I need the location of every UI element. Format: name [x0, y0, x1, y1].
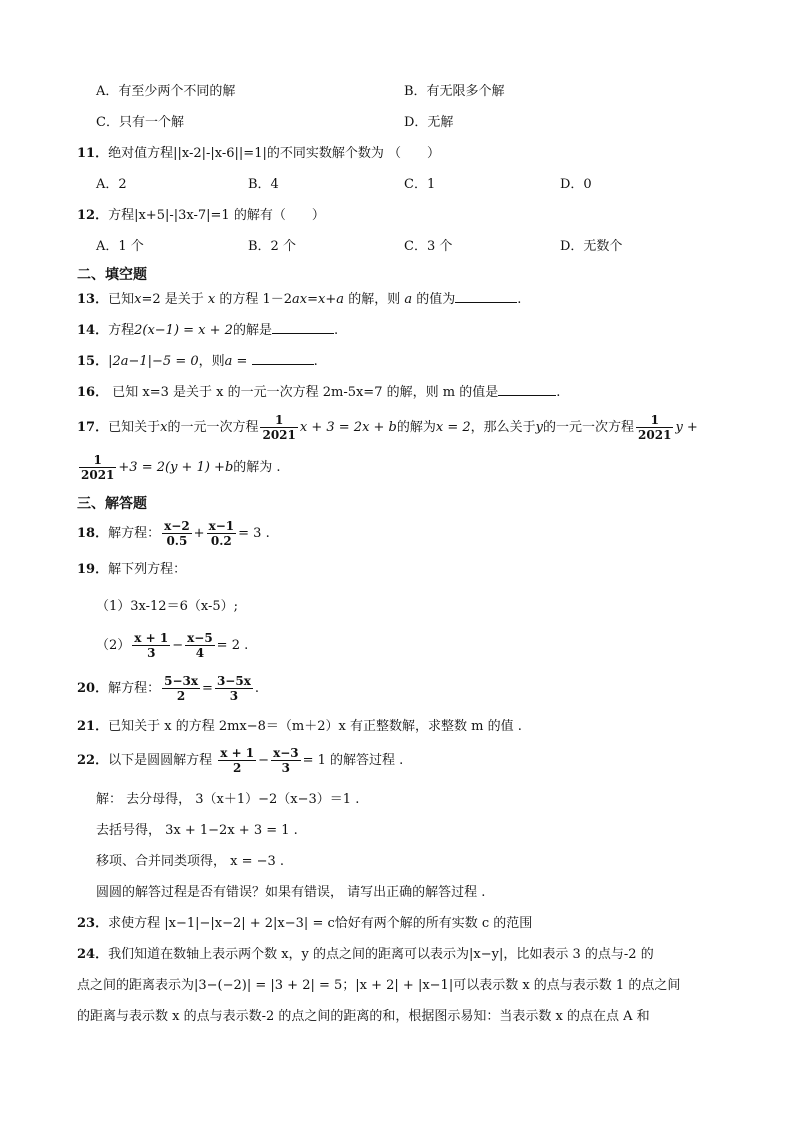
question-22-step4: 圆圆的解答过程是否有错误？如果有错误， 请写出正确的解答过程 .	[96, 885, 486, 900]
fraction	[271, 746, 301, 775]
q12-option-d: D．无数个	[560, 239, 623, 254]
question-number: 18．	[77, 526, 109, 541]
numerator: x−2	[164, 519, 190, 533]
text: 的值为	[412, 292, 456, 307]
numerator: x + 1	[220, 746, 255, 760]
q11-option-b: B．4	[248, 177, 279, 192]
question-number: 23．	[77, 916, 109, 931]
denominator: 2021	[262, 428, 296, 442]
text: .	[517, 292, 522, 307]
numerator: x−3	[273, 746, 299, 760]
denominator: 0.2	[210, 534, 232, 548]
var: x	[160, 420, 168, 435]
q11-option-d: D．0	[560, 177, 592, 192]
fraction	[132, 631, 170, 660]
text: 方程	[108, 323, 135, 338]
question-22-step1: 解： 去分母得， 3（x＋1）−2（x−3）＝1 .	[96, 792, 360, 807]
denominator: 0.5	[166, 534, 188, 548]
question-text: 绝对值方程||x-2|-|x-6||=1|的不同实数解个数为 （ ）	[108, 146, 440, 161]
text: 的一元一次方程	[543, 420, 635, 435]
answer-blank[interactable]	[498, 395, 556, 396]
question-19-part2	[96, 630, 248, 662]
question-number: 16．	[77, 385, 109, 400]
numerator: 1	[636, 413, 673, 428]
fraction	[207, 519, 237, 548]
q12-option-b: B．2 个	[248, 239, 296, 254]
question-number: 13．	[77, 292, 109, 307]
question-13	[77, 291, 521, 309]
var: ax	[292, 292, 308, 307]
text: = 1 的解答过程 .	[302, 753, 404, 768]
text: 已知关于	[108, 420, 161, 435]
question-number: 14．	[77, 323, 109, 338]
text: 解下列方程：	[108, 562, 187, 577]
answer-blank[interactable]	[272, 333, 334, 334]
text: （2）	[96, 638, 131, 653]
q12-option-a: A．1 个	[96, 239, 144, 254]
question-number: 11．	[77, 146, 109, 161]
equation: +3 = 2(y + 1) +b	[118, 460, 234, 475]
text: 的方程 1－2	[215, 292, 293, 307]
var: x	[318, 292, 326, 307]
text: .	[556, 385, 561, 400]
text: 的解为	[396, 420, 436, 435]
text: 我们知道在数轴上表示两个数 x，y 的点之间的距离可以表示为|x−y|，比如表示 3 的点与-2 的	[108, 947, 654, 962]
text: ，那么关于	[470, 420, 536, 435]
numerator: x−1	[208, 519, 235, 533]
text: +	[325, 292, 337, 307]
text: =	[202, 681, 213, 696]
fraction	[162, 519, 192, 548]
text: 的解为 .	[233, 460, 281, 475]
fraction	[79, 453, 116, 482]
question-17-line1	[77, 412, 698, 444]
q11-option-c: C．1	[404, 177, 436, 192]
text: 已知	[108, 292, 135, 307]
text: = 2 .	[216, 638, 249, 653]
numerator: 3−5x	[216, 674, 251, 688]
denominator: 3	[229, 689, 239, 703]
numerator: 5−3x	[164, 674, 199, 688]
text: 解方程：	[108, 681, 161, 696]
equation: x + 3 = 2x + b	[299, 420, 397, 435]
question-number: 22．	[77, 753, 109, 768]
text: 解方程：	[108, 526, 161, 541]
text: 的解，则	[344, 292, 405, 307]
question-20	[77, 673, 259, 705]
question-number: 17．	[77, 420, 109, 435]
denominator: 2021	[638, 428, 672, 442]
var: y	[535, 420, 544, 435]
denominator: 4	[195, 646, 205, 660]
section-heading-fill-blank: 二、填空题	[77, 267, 147, 283]
question-19-part1: （1）3x-12＝6（x-5）;	[96, 599, 238, 614]
text: =	[307, 292, 319, 307]
answer-blank[interactable]	[252, 364, 314, 365]
q10-option-a: A．有至少两个不同的解	[96, 84, 236, 99]
text: 的解是	[232, 323, 272, 338]
fraction	[185, 631, 215, 660]
var: x	[207, 292, 216, 307]
question-number: 15．	[77, 354, 109, 369]
denominator: 2	[233, 761, 242, 775]
question-24-line2: 点之间的距离表示为|3−(−2)| = |3 + 2| = 5；|x + 2| + |x−1|可以表示数 x 的点与表示数 1 的点之间	[77, 978, 681, 993]
question-22-step3: 移项、合并同类项得， x = −3 .	[96, 854, 285, 869]
question-number: 19．	[77, 562, 109, 577]
equation: |2a−1|−5 = 0	[108, 354, 199, 369]
var: x	[134, 292, 142, 307]
numerator: 1	[260, 413, 297, 428]
question-14	[77, 322, 338, 340]
numerator: x−5	[187, 631, 213, 645]
q10-option-d: D．无解	[404, 115, 454, 130]
text: 已知 x=3 是关于 x 的一元一次方程 2m-5x=7 的解，则 m 的值是	[108, 385, 499, 400]
equation: x = 2	[435, 420, 471, 435]
question-24-line1	[77, 946, 654, 964]
text: −	[172, 638, 184, 653]
denominator: 3	[147, 646, 156, 660]
question-12	[77, 207, 325, 225]
q10-option-c: C．只有一个解	[96, 115, 184, 130]
question-21	[77, 718, 522, 736]
text: =2 是关于	[141, 292, 208, 307]
question-11	[77, 145, 440, 163]
fraction	[162, 674, 200, 703]
fraction	[215, 674, 253, 703]
text: .	[333, 323, 339, 338]
numerator: 1	[79, 453, 116, 468]
text: .	[313, 354, 318, 369]
text: = 3 .	[238, 526, 270, 541]
text: +	[193, 526, 205, 541]
denominator: 2021	[81, 468, 115, 482]
question-number: 21．	[77, 719, 109, 734]
question-22	[77, 745, 403, 777]
equation: y +	[675, 420, 698, 435]
denominator: 3	[281, 761, 291, 775]
fraction	[218, 746, 256, 775]
text: 已知关于 x 的方程 2mx−8＝（m＋2）x 有正整数解，求整数 m 的值 .	[108, 719, 522, 734]
question-15	[77, 353, 318, 371]
q12-option-c: C．3 个	[404, 239, 453, 254]
denominator: 2	[176, 689, 186, 703]
text: 求使方程 |x−1|−|x−2| + 2|x−3| = c恰好有两个解的所有实数 c 的范围	[108, 916, 533, 931]
section-heading-solve: 三、解答题	[77, 496, 147, 512]
fraction	[260, 413, 297, 442]
var: a =	[224, 354, 252, 369]
text: −	[258, 753, 270, 768]
text: 的一元一次方程	[167, 420, 259, 435]
question-number: 24．	[77, 947, 109, 962]
answer-blank[interactable]	[455, 302, 517, 303]
question-17-line2	[77, 452, 281, 484]
q11-option-a: A．2	[96, 177, 127, 192]
text: ，则	[198, 354, 225, 369]
text: .	[254, 681, 259, 696]
q10-option-b: B．有无限多个解	[404, 84, 505, 99]
question-24-line3: 的距离与表示数 x 的点与表示数-2 的点之间的距离的和，根据图示易知：当表示数 x 的点在点 A 和	[77, 1009, 650, 1024]
question-number: 12．	[77, 208, 109, 223]
question-22-step2: 去括号得， 3x + 1−2x + 3 = 1 .	[96, 823, 298, 838]
text: 以下是圆圆解方程	[108, 753, 217, 768]
var: a	[404, 292, 413, 307]
question-23	[77, 915, 532, 933]
question-text: 方程|x+5|-|3x-7|=1 的解有（ ）	[108, 208, 325, 223]
question-18	[77, 518, 270, 550]
question-19	[77, 561, 186, 579]
fraction	[636, 413, 673, 442]
numerator: x + 1	[134, 631, 169, 645]
equation: 2(x−1) = x + 2	[134, 323, 233, 338]
question-16	[77, 384, 560, 402]
var: a	[336, 292, 345, 307]
question-number: 20．	[77, 681, 109, 696]
